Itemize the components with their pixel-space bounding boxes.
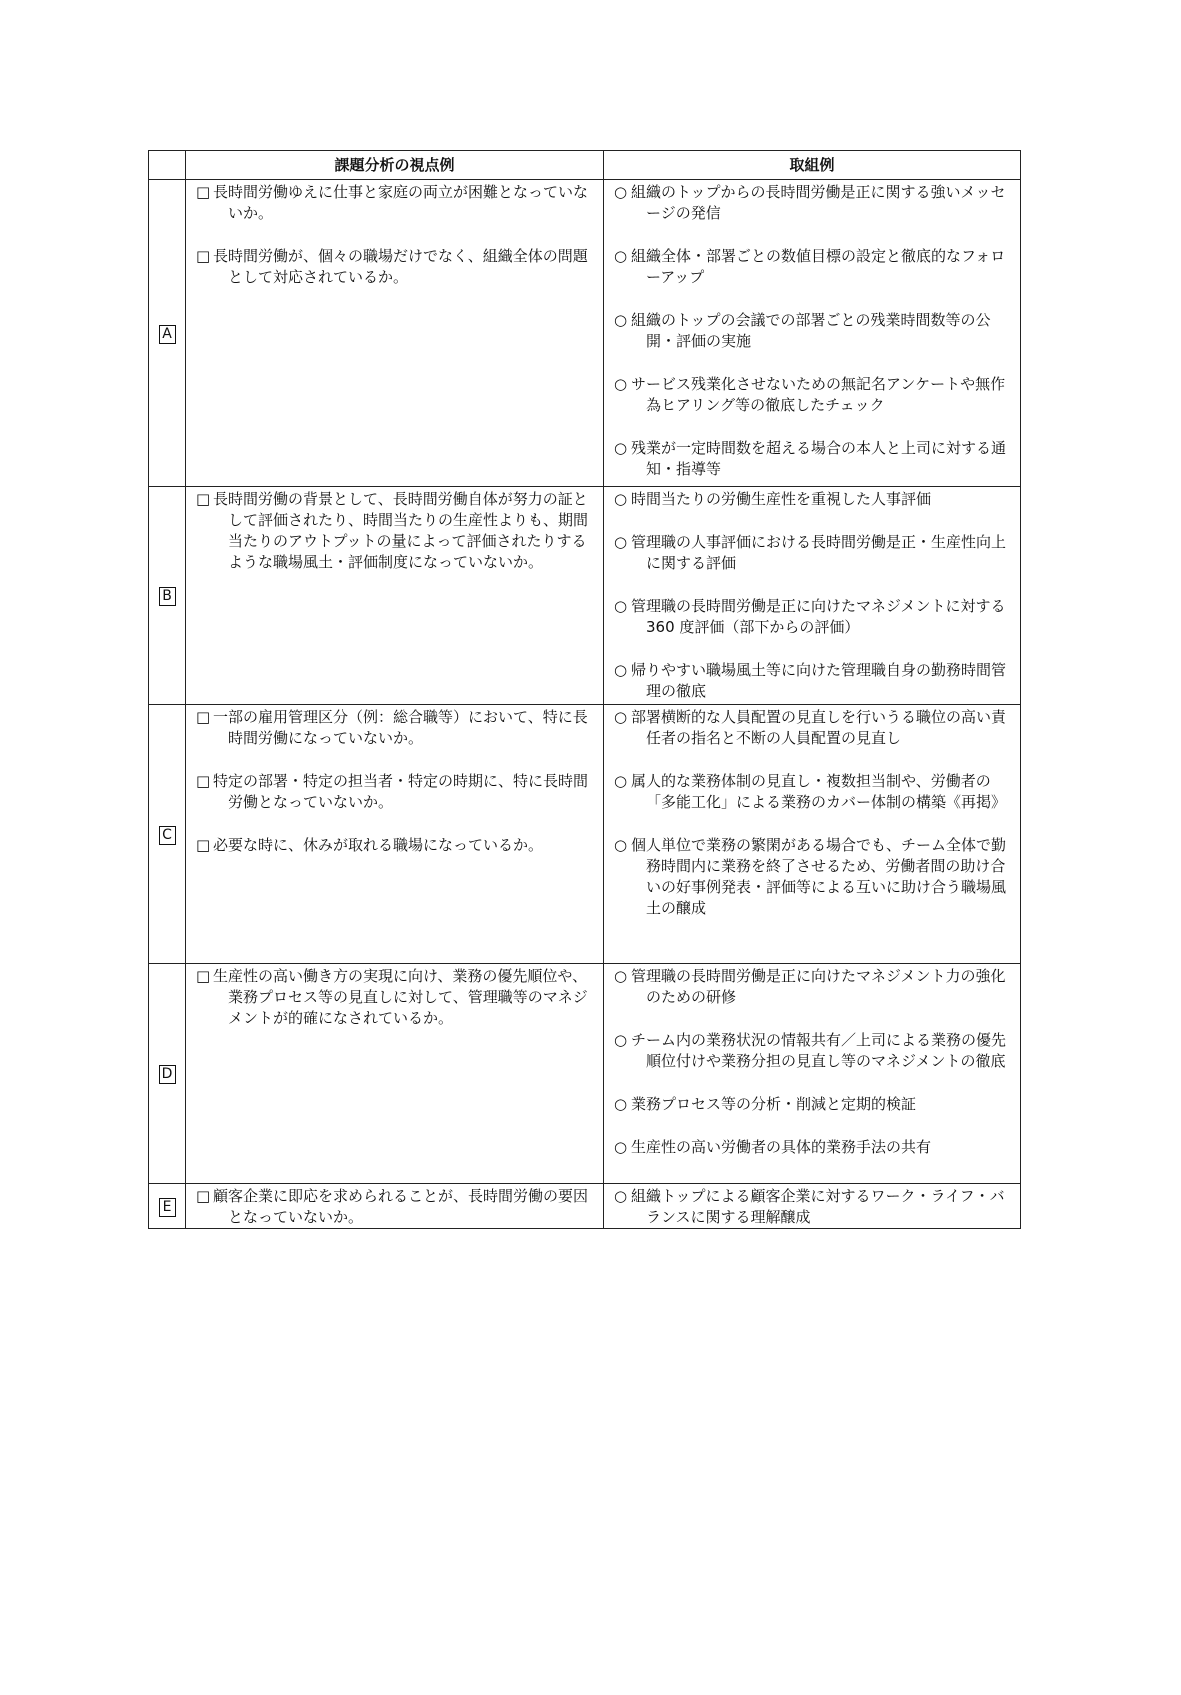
header-viewpoints: 課題分析の視点例 bbox=[186, 151, 604, 180]
viewpoint-text: 一部の雇用管理区分（例：総合職等）において、特に長時間労働になっていないか。 bbox=[213, 708, 588, 747]
action-item bbox=[614, 1094, 1012, 1115]
circle-bullet-icon: ○ bbox=[614, 661, 628, 679]
viewpoint-text: 長時間労働ゆえに仕事と家庭の両立が困難となっていないか。 bbox=[213, 183, 589, 222]
viewpoints-cell bbox=[186, 705, 604, 964]
row-label-cell bbox=[149, 705, 186, 964]
circle-bullet-icon: ○ bbox=[614, 490, 628, 508]
action-text: 管理職の長時間労働是正に向けたマネジメント力の強化のための研修 bbox=[631, 967, 1006, 1006]
viewpoints-cell bbox=[186, 1184, 604, 1229]
action-item bbox=[614, 246, 1012, 288]
circle-bullet-icon: ○ bbox=[614, 708, 628, 726]
table-row-e bbox=[149, 1184, 1021, 1229]
action-text: 組織のトップからの長時間労働是正に関する強いメッセージの発信 bbox=[631, 183, 1006, 222]
viewpoint-item bbox=[196, 707, 595, 749]
action-item bbox=[614, 438, 1012, 480]
actions-cell bbox=[604, 180, 1021, 487]
viewpoint-text: 必要な時に、休みが取れる職場になっているか。 bbox=[213, 836, 544, 854]
action-item bbox=[614, 1030, 1012, 1072]
action-text: 残業が一定時間数を超える場合の本人と上司に対する通知・指導等 bbox=[631, 439, 1007, 478]
row-label-cell bbox=[149, 487, 186, 705]
circle-bullet-icon: ○ bbox=[614, 836, 628, 854]
action-item bbox=[614, 532, 1012, 574]
checkbox-square-icon: □ bbox=[196, 1187, 211, 1205]
action-text: 生産性の高い労働者の具体的業務手法の共有 bbox=[631, 1138, 932, 1156]
circle-bullet-icon: ○ bbox=[614, 1031, 628, 1049]
action-text: 管理職の人事評価における長時間労働是正・生産性向上に関する評価 bbox=[631, 533, 1007, 572]
actions-cell bbox=[604, 1184, 1021, 1229]
viewpoints-cell bbox=[186, 964, 604, 1184]
action-text: 業務プロセス等の分析・削減と定期的検証 bbox=[631, 1095, 917, 1113]
row-label-a: A bbox=[159, 325, 176, 344]
issue-analysis-table bbox=[148, 150, 1021, 1229]
circle-bullet-icon: ○ bbox=[614, 1095, 628, 1113]
row-label-d: D bbox=[159, 1065, 176, 1084]
action-item bbox=[614, 596, 1012, 638]
action-item bbox=[614, 1186, 1012, 1228]
table-row-d bbox=[149, 964, 1021, 1184]
circle-bullet-icon: ○ bbox=[614, 311, 628, 329]
checkbox-square-icon: □ bbox=[196, 967, 211, 985]
circle-bullet-icon: ○ bbox=[614, 533, 628, 551]
checkbox-square-icon: □ bbox=[196, 183, 211, 201]
action-item bbox=[614, 489, 1012, 510]
circle-bullet-icon: ○ bbox=[614, 183, 628, 201]
action-text: 部署横断的な人員配置の見直しを行いうる職位の高い責任者の指名と不断の人員配置の見直し bbox=[631, 708, 1007, 747]
action-item bbox=[614, 966, 1012, 1008]
row-label-c: C bbox=[159, 826, 176, 845]
checkbox-square-icon: □ bbox=[196, 490, 211, 508]
checkbox-square-icon: □ bbox=[196, 836, 211, 854]
action-item bbox=[614, 707, 1012, 749]
action-text: チーム内の業務状況の情報共有／上司による業務の優先順位付けや業務分担の見直し等のマネジメントの徹底 bbox=[631, 1031, 1007, 1070]
action-text: 組織全体・部署ごとの数値目標の設定と徹底的なフォローアップ bbox=[631, 247, 1006, 286]
action-item bbox=[614, 835, 1012, 919]
circle-bullet-icon: ○ bbox=[614, 772, 628, 790]
circle-bullet-icon: ○ bbox=[614, 1187, 628, 1205]
table-header bbox=[149, 151, 1021, 180]
action-item bbox=[614, 771, 1012, 813]
action-item bbox=[614, 1137, 1012, 1158]
action-text: 帰りやすい職場風土等に向けた管理職自身の勤務時間管理の徹底 bbox=[631, 661, 1007, 700]
row-label-b: B bbox=[159, 587, 176, 606]
action-text: 管理職の長時間労働是正に向けたマネジメントに対する 360 度評価（部下からの評価） bbox=[631, 597, 1006, 636]
action-item bbox=[614, 310, 1012, 352]
table-row-b bbox=[149, 487, 1021, 705]
circle-bullet-icon: ○ bbox=[614, 597, 628, 615]
viewpoint-text: 顧客企業に即応を求められることが、長時間労働の要因となっていないか。 bbox=[213, 1187, 589, 1226]
table-row-c bbox=[149, 705, 1021, 964]
viewpoint-text: 生産性の高い働き方の実現に向け、業務の優先順位や、業務プロセス等の見直しに対して、管理職等のマネジメントが的確になされているか。 bbox=[213, 967, 588, 1027]
header-row bbox=[149, 151, 1021, 180]
actions-cell bbox=[604, 964, 1021, 1184]
row-label-cell bbox=[149, 1184, 186, 1229]
viewpoint-item bbox=[196, 182, 595, 224]
row-label-cell bbox=[149, 964, 186, 1184]
action-text: 時間当たりの労働生産性を重視した人事評価 bbox=[631, 490, 932, 508]
row-label-cell bbox=[149, 180, 186, 487]
viewpoint-item bbox=[196, 835, 595, 856]
circle-bullet-icon: ○ bbox=[614, 967, 628, 985]
circle-bullet-icon: ○ bbox=[614, 247, 628, 265]
viewpoint-text: 長時間労働の背景として、長時間労働自体が努力の証として評価されたり、時間当たりの生産性よりも、期間当たりのアウトプットの量によって評価されたりするような職場風土・評価制度になっていないか。 bbox=[213, 490, 589, 571]
viewpoints-cell bbox=[186, 180, 604, 487]
action-text: 個人単位で業務の繁閑がある場合でも、チーム全体で勤務時間内に業務を終了させるため、労働者間の助け合いの好事例発表・評価等による互いに助け合う職場風土の醸成 bbox=[631, 836, 1007, 917]
viewpoint-item bbox=[196, 966, 595, 1029]
viewpoint-item bbox=[196, 246, 595, 288]
action-text: サービス残業化させないための無記名アンケートや無作為ヒアリング等の徹底したチェック bbox=[631, 375, 1006, 414]
action-item bbox=[614, 182, 1012, 224]
actions-cell bbox=[604, 705, 1021, 964]
table-row-a bbox=[149, 180, 1021, 487]
checkbox-square-icon: □ bbox=[196, 772, 211, 790]
circle-bullet-icon: ○ bbox=[614, 1138, 628, 1156]
viewpoint-item bbox=[196, 1186, 595, 1228]
action-item bbox=[614, 660, 1012, 702]
circle-bullet-icon: ○ bbox=[614, 375, 628, 393]
circle-bullet-icon: ○ bbox=[614, 439, 628, 457]
viewpoint-item bbox=[196, 771, 595, 813]
row-label-e: E bbox=[159, 1198, 176, 1217]
viewpoint-item bbox=[196, 489, 595, 573]
viewpoints-cell bbox=[186, 487, 604, 705]
checkbox-square-icon: □ bbox=[196, 247, 211, 265]
checkbox-square-icon: □ bbox=[196, 708, 211, 726]
header-actions: 取組例 bbox=[604, 151, 1021, 180]
action-text: 属人的な業務体制の見直し・複数担当制や、労働者の「多能工化」による業務のカバー体制の構築《再掲》 bbox=[631, 772, 1007, 811]
header-corner bbox=[149, 151, 186, 180]
viewpoint-text: 特定の部署・特定の担当者・特定の時期に、特に長時間労働となっていないか。 bbox=[213, 772, 589, 811]
actions-cell bbox=[604, 487, 1021, 705]
action-text: 組織のトップの会議での部署ごとの残業時間数等の公開・評価の実施 bbox=[631, 311, 991, 350]
action-text: 組織トップによる顧客企業に対するワーク・ライフ・バランスに関する理解醸成 bbox=[631, 1187, 1005, 1226]
action-item bbox=[614, 374, 1012, 416]
viewpoint-text: 長時間労働が、個々の職場だけでなく、組織全体の問題として対応されているか。 bbox=[213, 247, 588, 286]
